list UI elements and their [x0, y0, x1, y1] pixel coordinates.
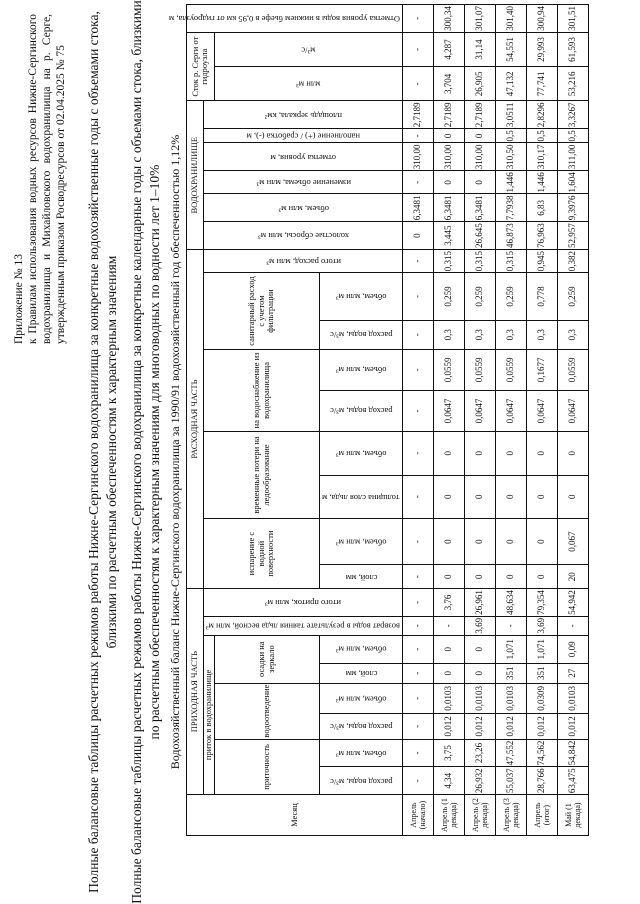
table-row [433, 5, 464, 836]
value-cell: 1,446 [526, 171, 557, 194]
value-cell: 77,741 [526, 67, 557, 101]
value-cell: 0,3 [495, 320, 526, 349]
header-fill: наполнение (+) / сработка (-), м [204, 129, 403, 143]
sub-vol-return: объем, млн м³ [320, 683, 403, 713]
header-withdrawal: на водоснабжение из водохранилища [204, 349, 320, 431]
value-cell: 0 [433, 565, 464, 589]
value-cell: 23,26 [464, 739, 495, 767]
value-cell: - [402, 432, 433, 476]
value-cell: - [402, 714, 433, 740]
value-cell: 3,445 [433, 222, 464, 250]
table-row [495, 5, 526, 836]
value-cell: 0,778 [526, 273, 557, 320]
header-flow-mln: млн м³ [214, 67, 402, 101]
value-cell: 310,17 [526, 143, 557, 171]
header-volume-change: изменение объема, млн м³ [204, 171, 403, 194]
value-cell: - [557, 616, 588, 635]
value-cell: 310,50 [495, 143, 526, 171]
value-cell: 0,315 [433, 249, 464, 272]
value-cell: 351 [526, 663, 557, 683]
header-month: Месяц [187, 795, 403, 836]
value-cell: 47,132 [495, 67, 526, 101]
value-cell: 27 [557, 663, 588, 683]
value-cell: 0 [433, 171, 464, 194]
header-idle-discharge: холостые сбросы, млн м³ [204, 222, 403, 250]
value-cell: 0 [402, 222, 433, 250]
table-row [402, 5, 433, 836]
table-body [402, 5, 588, 836]
value-cell: 7,7938 [495, 194, 526, 222]
value-cell: 48,634 [495, 589, 526, 617]
header-flow-m3s: м³/с [214, 32, 402, 66]
month-cell: Апрель (1 декада) [433, 795, 464, 836]
value-cell: 0,0647 [557, 390, 588, 431]
value-cell: 1,446 [495, 171, 526, 194]
value-cell: - [402, 349, 433, 390]
value-cell: - [402, 683, 433, 713]
value-cell: 0,0103 [495, 683, 526, 713]
value-cell: 0,0309 [526, 683, 557, 713]
value-cell: 0 [557, 475, 588, 519]
table-subtitle: Водохозяйственный баланс Нижне-Сергинского водохранилища за 1990/91 водохозяйственный год обеспеченностью 1,12% [168, 134, 182, 770]
value-cell: 301,40 [495, 5, 526, 33]
value-cell: 0,1677 [526, 349, 557, 390]
table-row [557, 5, 588, 836]
value-cell: 26,905 [464, 67, 495, 101]
header-level-below: Отметка уровня воды в нижнем бьефе в 0,95 км от гидроузла, м [187, 5, 403, 33]
sub-vol-ice: объем, млн м³ [320, 432, 403, 476]
table-row [464, 5, 495, 836]
value-cell: - [402, 635, 433, 663]
sub-layer-precip: слой, мм [320, 663, 403, 683]
value-cell: 9,3976 [557, 194, 588, 222]
value-cell: 0,012 [495, 714, 526, 740]
value-cell: 3,0511 [495, 101, 526, 129]
value-cell: 0,382 [557, 249, 588, 272]
value-cell: 54,942 [557, 589, 588, 617]
value-cell: 0 [433, 663, 464, 683]
sub-vol-sanitary: объем, млн м³ [320, 273, 403, 320]
value-cell: 74,562 [526, 739, 557, 767]
header-inflow: приток в водохранилище [204, 635, 215, 794]
value-cell: 0,5 [526, 129, 557, 143]
value-cell: 76,963 [526, 222, 557, 250]
value-cell: 0,5 [495, 129, 526, 143]
sub-q-withdrawal: расход воды, м³/с [320, 390, 403, 431]
value-cell: - [402, 616, 433, 635]
value-cell: 0,3 [433, 320, 464, 349]
value-cell: 0 [464, 565, 495, 589]
value-cell: 300,94 [526, 5, 557, 33]
value-cell: 0 [526, 432, 557, 476]
header-precip: осадки на зеркало [214, 635, 320, 683]
value-cell: - [495, 616, 526, 635]
value-cell: - [433, 616, 464, 635]
value-cell: 0,0559 [433, 349, 464, 390]
header-reservoir: ВОДОХРАНИЛИЩЕ [187, 101, 204, 250]
value-cell: 0,0103 [433, 683, 464, 713]
value-cell: 301,07 [464, 5, 495, 33]
value-cell: - [402, 171, 433, 194]
value-cell: 0,0559 [557, 349, 588, 390]
value-cell: 0,0647 [495, 390, 526, 431]
value-cell: 46,873 [495, 222, 526, 250]
value-cell: 3,704 [433, 67, 464, 101]
appendix-number: Приложение № 13 [13, 254, 25, 344]
value-cell: 0,259 [495, 273, 526, 320]
value-cell: 0,0647 [433, 390, 464, 431]
table-row [526, 5, 557, 836]
value-cell: 29,993 [526, 32, 557, 66]
sub-vol-lateral: объем, млн м³ [320, 739, 403, 767]
sub-layer-evap: слой, мм [320, 565, 403, 589]
sub-vol-precip: объем, млн м³ [320, 635, 403, 663]
appendix-block [12, 14, 68, 344]
value-cell: 0,259 [557, 273, 588, 320]
header-lateral: приточность [214, 739, 320, 795]
appendix-text: к Правилам использования водных ресурсов Нижне-Сергинского водохранилища и Михайловского водохранилища на р. Серге, утвержденным приказом Росводресурсов от 02.04.2025 № 75 [27, 14, 67, 344]
value-cell: 0,3 [526, 320, 557, 349]
value-cell: 6,3481 [464, 194, 495, 222]
value-cell: 2,7189 [402, 101, 433, 129]
value-cell: - [402, 129, 433, 143]
value-cell: 0,012 [433, 714, 464, 740]
value-cell: 0,259 [433, 273, 464, 320]
value-cell: 0 [464, 519, 495, 565]
value-cell: 79,354 [526, 589, 557, 617]
value-cell: 0,067 [557, 519, 588, 565]
value-cell: 0 [464, 129, 495, 143]
value-cell: 6,3481 [402, 194, 433, 222]
header-income: ПРИХОДНАЯ ЧАСТЬ [187, 589, 204, 795]
header-temp-loss: временные потери на ледообразование [204, 432, 320, 519]
value-cell: 31,14 [464, 32, 495, 66]
month-cell: Апрель (3 декада) [495, 795, 526, 836]
value-cell: 0,5 [557, 129, 588, 143]
main-title: Полные балансовые таблицы расчетных режимов работы Нижне-Сергинского водохранилища за конкретные водохозяйственные годы с объемами стока, близкими по расчетным обеспеченностям к характерным значениям [86, 11, 119, 893]
value-cell: 3,76 [433, 589, 464, 617]
sub-q-sanitary: расход воды, м³/с [320, 320, 403, 349]
value-cell: 0 [526, 475, 557, 519]
sub-q-lateral: расход воды, м³/с [320, 767, 403, 795]
header-level: отметка уровня, м [204, 143, 403, 171]
value-cell: 0,0647 [526, 390, 557, 431]
value-cell: 310,00 [433, 143, 464, 171]
value-cell: - [402, 589, 433, 617]
value-cell: 0 [433, 635, 464, 663]
value-cell: 1,071 [526, 635, 557, 663]
value-cell: 0,09 [557, 635, 588, 663]
value-cell: 3,3267 [557, 101, 588, 129]
value-cell: 0,0647 [464, 390, 495, 431]
value-cell: 311,00 [557, 143, 588, 171]
value-cell: - [402, 67, 433, 101]
value-cell: 1,071 [495, 635, 526, 663]
header-flow-serga: Сток р. Серги от гидроузла [187, 32, 215, 101]
value-cell: 0 [433, 432, 464, 476]
value-cell: 301,51 [557, 5, 588, 33]
value-cell: - [402, 739, 433, 767]
header-sanitary: санитарный расход с учетом фильтрации [204, 273, 320, 350]
sub-vol-withdrawal: объем, млн м³ [320, 349, 403, 390]
value-cell: 61,593 [557, 32, 588, 66]
value-cell: - [402, 320, 433, 349]
value-cell: 47,552 [495, 739, 526, 767]
value-cell: 3,75 [433, 739, 464, 767]
value-cell: 0 [495, 475, 526, 519]
sub-q-return: расход воды, м³/с [320, 714, 403, 740]
value-cell: 0 [526, 519, 557, 565]
value-cell: 0,0559 [495, 349, 526, 390]
value-cell: 0,0559 [464, 349, 495, 390]
value-cell: 310,00 [402, 143, 433, 171]
value-cell: 0,3 [464, 320, 495, 349]
value-cell: 0 [495, 565, 526, 589]
value-cell: 4,287 [433, 32, 464, 66]
header-area: площадь зеркала, км² [204, 101, 403, 129]
value-cell: 351 [495, 663, 526, 683]
value-cell: - [402, 390, 433, 431]
value-cell: 53,216 [557, 67, 588, 101]
value-cell: 0 [433, 519, 464, 565]
value-cell: 0 [433, 475, 464, 519]
value-cell: 0,945 [526, 249, 557, 272]
value-cell: 0 [464, 635, 495, 663]
value-cell: 0 [464, 171, 495, 194]
value-cell: - [402, 519, 433, 565]
header-volume: объем, млн м³ [204, 194, 403, 222]
value-cell: - [402, 663, 433, 683]
value-cell: 0,315 [464, 249, 495, 272]
value-cell: 0,259 [464, 273, 495, 320]
month-cell: Апрель (2 декада) [464, 795, 495, 836]
header-total-expense: итого расход, млн м³ [204, 249, 403, 272]
value-cell: 6,3481 [433, 194, 464, 222]
value-cell: 26,932 [464, 767, 495, 795]
value-cell: - [402, 475, 433, 519]
value-cell: 0 [495, 432, 526, 476]
header-return: водоотведение [214, 683, 320, 739]
sub-vol-evap: объем, млн м³ [320, 519, 403, 565]
value-cell: 310,00 [464, 143, 495, 171]
value-cell: 0,315 [495, 249, 526, 272]
value-cell: 1,604 [557, 171, 588, 194]
value-cell: 0,012 [526, 714, 557, 740]
value-cell: 0 [526, 565, 557, 589]
value-cell: - [402, 5, 433, 33]
value-cell: 2,7189 [464, 101, 495, 129]
value-cell: 0 [557, 432, 588, 476]
value-cell: 0,0103 [557, 683, 588, 713]
value-cell: 63,475 [557, 767, 588, 795]
month-cell: Апрель (начало) [402, 795, 433, 836]
value-cell: 3,69 [464, 616, 495, 635]
value-cell: - [402, 565, 433, 589]
value-cell: 26,645 [464, 222, 495, 250]
value-cell: 52,957 [557, 222, 588, 250]
value-cell: 0,012 [464, 714, 495, 740]
header-total-income: итого приток, млн м³ [204, 589, 403, 617]
value-cell: 0 [464, 432, 495, 476]
value-cell: 4,34 [433, 767, 464, 795]
value-cell: 0 [464, 663, 495, 683]
value-cell: 3,69 [526, 616, 557, 635]
value-cell: 0,0103 [464, 683, 495, 713]
value-cell: 26,961 [464, 589, 495, 617]
value-cell: - [402, 249, 433, 272]
value-cell: 0 [433, 129, 464, 143]
month-cell: Апрель (итог) [526, 795, 557, 836]
value-cell: 55,037 [495, 767, 526, 795]
sub-ice-thickness: толщина слоя льда, м [320, 475, 403, 519]
value-cell: 6,83 [526, 194, 557, 222]
value-cell: 300,34 [433, 5, 464, 33]
value-cell: 20 [557, 565, 588, 589]
second-title: Полные балансовые таблицы расчетных режимов работы Нижне-Сергинского водохранилища за конкретные календарные годы с объемами стока, близкими по расчетным обеспеченностям к характерным значениям для многоводных по водности лет 1–10% [129, 0, 162, 904]
header-evap: испарение с водной поверхности [204, 519, 320, 589]
value-cell: 0,012 [557, 714, 588, 740]
value-cell: 28,766 [526, 767, 557, 795]
value-cell: 0,3 [557, 320, 588, 349]
value-cell: - [402, 767, 433, 795]
value-cell: 0 [464, 475, 495, 519]
value-cell: 0 [495, 519, 526, 565]
header-expense: РАСХОДНАЯ ЧАСТЬ [187, 249, 204, 588]
value-cell: 54,551 [495, 32, 526, 66]
value-cell: 2,7189 [433, 101, 464, 129]
value-cell: - [402, 273, 433, 320]
header-ice-return: возврат воды в результате таяния льда весной, млн м³ [204, 616, 403, 635]
value-cell: - [402, 32, 433, 66]
month-cell: Май (1 декада) [557, 795, 588, 836]
value-cell: 2,8296 [526, 101, 557, 129]
value-cell: 54,842 [557, 739, 588, 767]
